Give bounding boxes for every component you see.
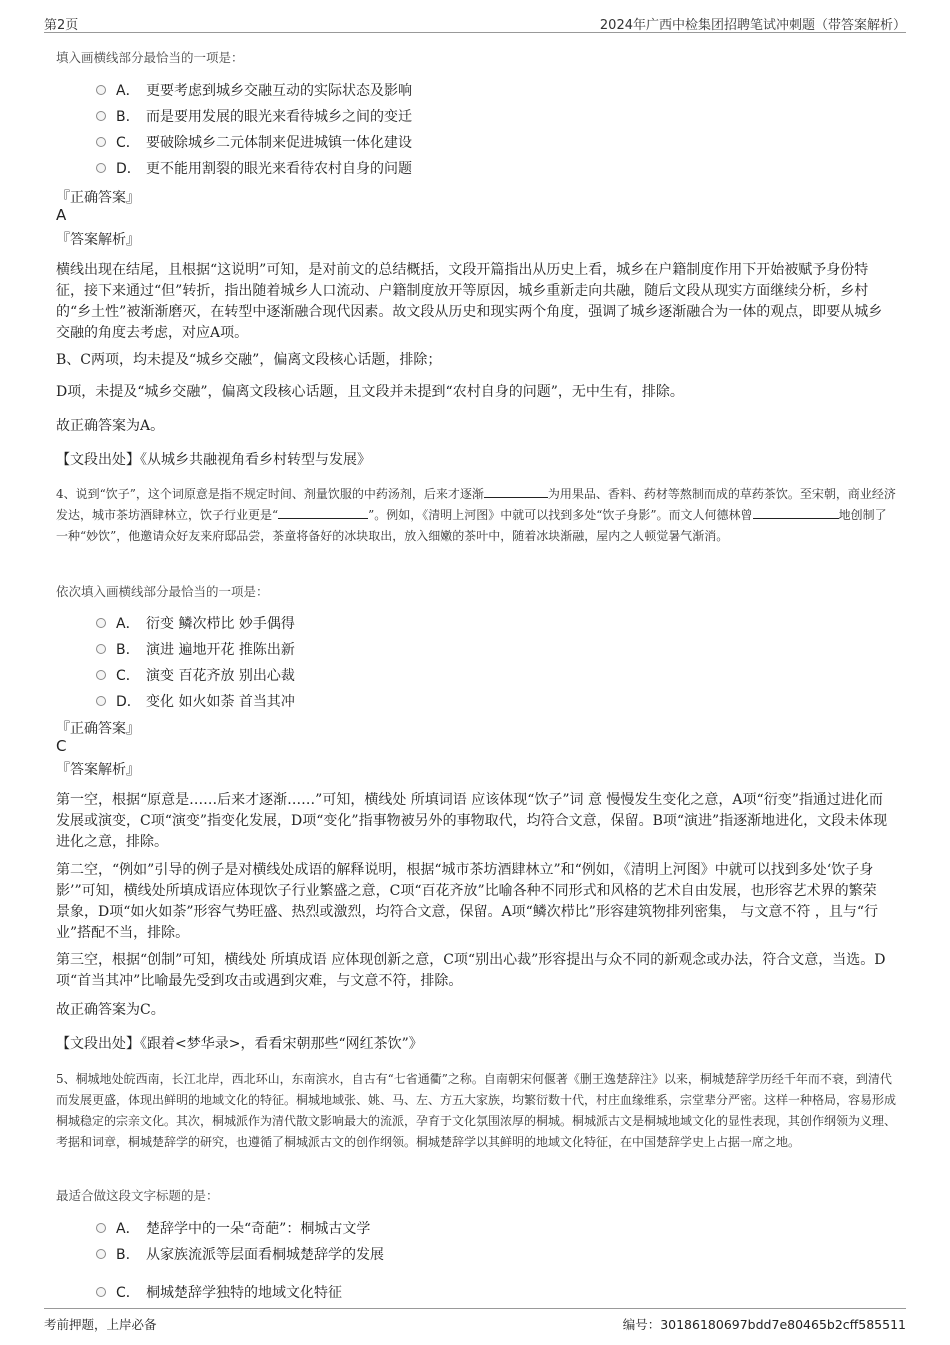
q4-prompt: 依次填入画横线部分最恰当的一项是： xyxy=(56,584,269,599)
q5-option-b[interactable]: B. 从家族流派等层面看桐城楚辞学的发展 xyxy=(96,1244,384,1266)
q3-option-d[interactable]: D． 更不能用割裂的眼光来看待农村自身的问题 xyxy=(96,158,412,180)
q4-option-d[interactable]: D． 变化 如火如荼 首当其冲 xyxy=(96,691,295,713)
q3-option-b[interactable]: B. 而是要用发展的眼光来看待城乡之间的变迁 xyxy=(96,106,412,128)
radio-icon[interactable] xyxy=(96,1223,106,1233)
answer-blank xyxy=(278,506,368,519)
q4-option-b[interactable]: B. 演进 遍地开花 推陈出新 xyxy=(96,639,295,661)
q5-option-c[interactable]: C． 桐城楚辞学独特的地域文化特征 xyxy=(96,1282,342,1304)
analysis-paragraph: D项，未提及“城乡交融”，偏离文段核心话题，且文段并未提到“农村自身的问题”，无中生有，排除。 xyxy=(56,384,684,400)
radio-icon[interactable] xyxy=(96,644,106,654)
q4-stem: 4、说到“饮子”，这个词原意是指不规定时间、剂量饮服的中药汤剂，后来才逐渐 为用果品、香料、药材等熬制而成的草药茶饮。至宋朝，商业经济发达，城市茶坊酒肆林立，饮子行业更是“ ”。例如，《清明上河图》中就可以找到多处“饮子身影”。而文人何德林曾 地创制了一种“妙饮”，他邀请众好友来府邸品尝，茶童将备好的冰块取出，放入细嫩的茶叶中，随着冰块渐融，屋内之人顿觉暑气渐消。 xyxy=(56,487,896,543)
analysis-paragraph: 横线出现在结尾，且根据“这说明”可知，是对前文的总结概括，文段开篇指出从历史上看，城乡在户籍制度作用下开始被赋予身份特征，接下来通过“但”转折，指出随着城乡人口流动、户籍制度放开等原因，城乡重新走向共融，随后文段从现实方面继续分析，乡村的“乡土性”被渐渐磨灭，在转型中逐渐融合现代因素。故文段从历史和现实两个角度，强调了城乡逐渐融合为一体的观点，即要从城乡交融的角度去考虑，对应A项。 xyxy=(56,262,883,341)
analysis-paragraph: 第一空，根据“原意是……后来才逐渐……”可知，横线处 所填词语 应该体现“饮子”词 意 慢慢发生变化之意，A项“衍变”指通过进化而发展或演变，C项“演变”指变化发展，D项“变化”指事物被另外的事物取代，均符合文意，保留。B项“演进”指逐渐地进化，文段未体现进化之意，排除。 xyxy=(56,792,888,850)
analysis-paragraph: B、C两项，均未提及“城乡交融”，偏离文段核心话题，排除； xyxy=(56,352,442,368)
analysis-paragraph: 第三空，根据“创制”可知，横线处 所填成语 应体现创新之意，C项“别出心裁”形容提出与众不同的新观念或办法，符合文意，当选。D项“首当其冲”比喻最先受到攻击或遇到灾难，与文意不符，排除。 xyxy=(56,952,886,989)
page-header xyxy=(44,10,906,33)
analysis-paragraph: 故正确答案为C。 xyxy=(56,1002,165,1018)
q4-option-a[interactable]: A． 衍变 鳞次栉比 妙手偶得 xyxy=(96,613,295,635)
analysis-label: 『答案解析』 xyxy=(56,762,140,778)
q3-option-c[interactable]: C． 要破除城乡二元体制来促进城镇一体化建设 xyxy=(96,132,412,154)
q3-option-a[interactable]: A． 更要考虑到城乡交融互动的实际状态及影响 xyxy=(96,80,412,102)
radio-icon[interactable] xyxy=(96,1287,106,1297)
answer-blank xyxy=(484,485,548,498)
radio-icon[interactable] xyxy=(96,696,106,706)
document-title: 2024年广西中检集团招聘笔试冲刺题（带答案解析） xyxy=(599,18,906,33)
radio-icon[interactable] xyxy=(96,163,106,173)
q5-stem: 5、桐城地处皖西南，长江北岸，西北环山，东南滨水，自古有“七省通衢”之称。自南朝宋何偃著《删王逸楚辞注》以来，桐城楚辞学历经千年而不衰，到清代而发展更盛，体现出鲜明的地域文化的特征。桐城地域张、姚、马、左、方五大家族，均繁衍数十代，村庄血缘维系，宗堂辈分严密。这样一种格局，容易形成桐城稳定的宗亲文化。其次，桐城派作为清代散文影响最大的流派，孕育于文化氛围浓厚的桐城。桐城派古文是桐城地域文化的显性表现，其创作纲领为义理、考据和词章，桐城楚辞学的研究，也遵循了桐城派古文的创作纲领。桐城楚辞学以其鲜明的地域文化特征，在中国楚辞学史上占据一席之地。 xyxy=(56,1072,897,1149)
footer-slogan: 考前押题，上岸必备 xyxy=(44,1317,157,1332)
radio-icon[interactable] xyxy=(96,85,106,95)
correct-answer-label: 『正确答案』 xyxy=(56,190,140,206)
radio-icon[interactable] xyxy=(96,137,106,147)
radio-icon[interactable] xyxy=(96,1249,106,1259)
radio-icon[interactable] xyxy=(96,670,106,680)
source-citation: 【文段出处】《跟着<梦华录>，看看宋朝那些“网红茶饮”》 xyxy=(56,1036,423,1052)
analysis-paragraph: 故正确答案为A。 xyxy=(56,418,165,434)
q5-prompt: 最适合做这段文字标题的是： xyxy=(56,1188,219,1203)
radio-icon[interactable] xyxy=(96,111,106,121)
q3-prompt: 填入画横线部分最恰当的一项是： xyxy=(56,50,244,65)
answer-blank xyxy=(753,506,839,519)
q5-option-a[interactable]: A． 楚辞学中的一朵“奇葩”：桐城古文学 xyxy=(96,1218,370,1240)
document-id: 编号：30186180697bdd7e80465b2cff585511 xyxy=(622,1317,906,1332)
analysis-label: 『答案解析』 xyxy=(56,232,140,248)
source-citation: 【文段出处】《从城乡共融视角看乡村转型与发展》 xyxy=(56,452,371,468)
correct-answer: C xyxy=(56,737,67,755)
page-number: 第2页 xyxy=(44,18,79,33)
q4-option-c[interactable]: C． 演变 百花齐放 别出心裁 xyxy=(96,665,295,687)
correct-answer-label: 『正确答案』 xyxy=(56,721,140,737)
radio-icon[interactable] xyxy=(96,618,106,628)
correct-answer: A xyxy=(56,206,67,224)
analysis-paragraph: 第二空，“例如”引导的例子是对横线处成语的解释说明，根据“城市茶坊酒肆林立”和“例如，《清明上河图》中就可以找到多处‘饮子身影’”可知，横线处所填成语应体现饮子行业繁盛之意，C项“百花齐放”比喻各种不同形式和风格的艺术自由发展，也形容艺术界的繁荣景象，D项“如火如荼”形容气势旺盛、热烈或激烈，均符合文意，保留。A项“鳞次栉比”形容建筑物排列密集， 与文意不符 ，且与“行业”搭配不当，排除。 xyxy=(56,862,879,941)
page-footer xyxy=(44,1308,906,1339)
